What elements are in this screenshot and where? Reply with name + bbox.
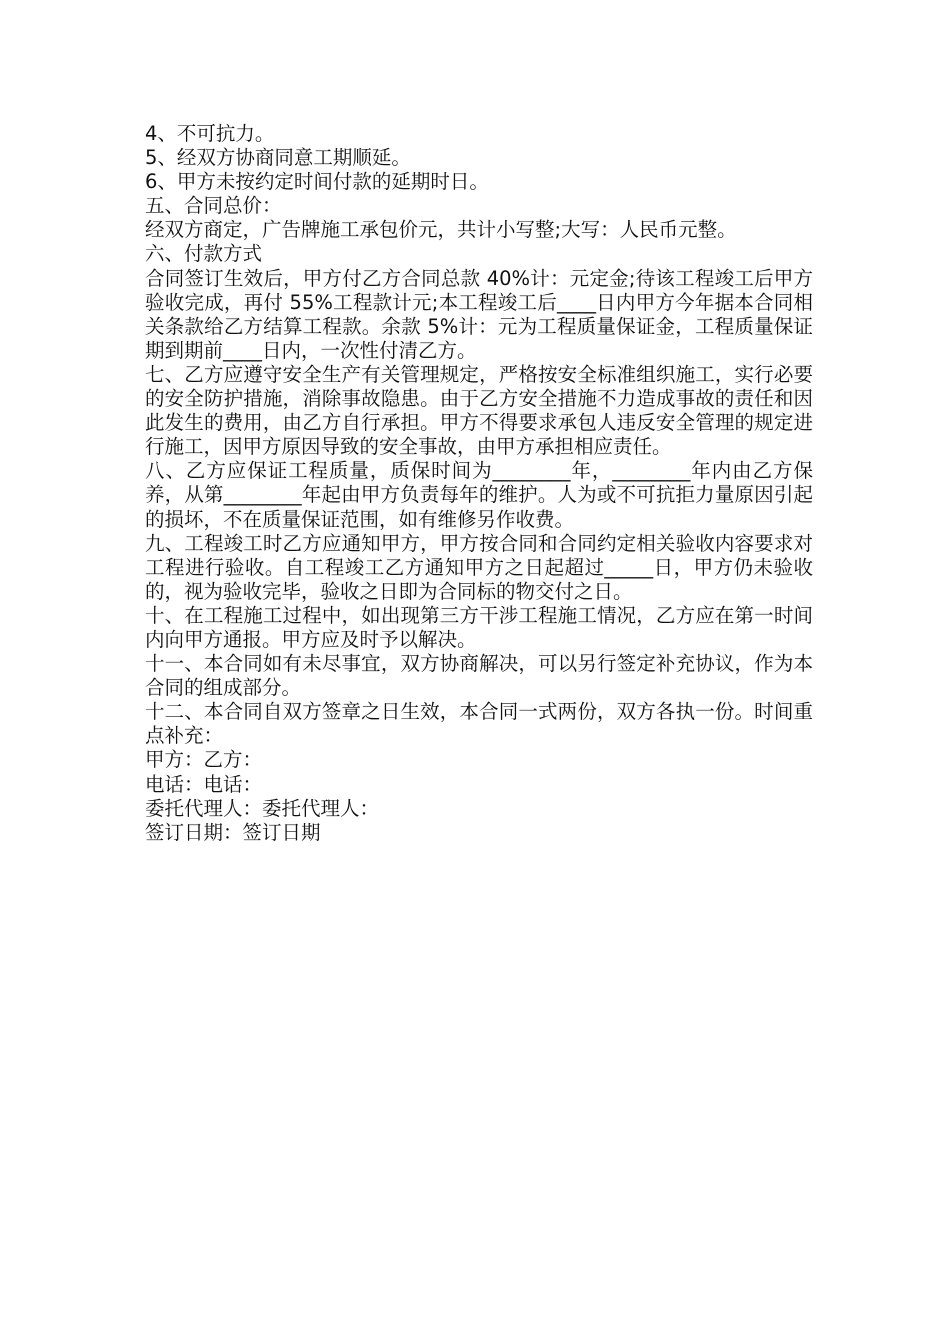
signature-agent: 委托代理人：委托代理人： bbox=[145, 796, 380, 820]
section-supplementary: 十一、本合同如有未尽事宜，双方协商解决，可以另行签定补充协议，作为本合同的组成部分。 bbox=[145, 652, 813, 700]
paragraph-payment-method: 合同签订生效后，甲方付乙方合同总款 40%计：元定金;待该工程竣工后甲方验收完成，再付 55%工程款计元;本工程竣工后____日内甲方今年据本合同相关条款给乙方结算工程款。余款 5%计：元为工程质量保证金，工程质量保证期到期前____日内，一次性付清乙方。 bbox=[145, 266, 813, 362]
clause-force-majeure: 4、不可抗力。 bbox=[145, 122, 275, 145]
paragraph-total-price: 经双方商定，广告牌施工承包价元，共计小写整;大写：人民币元整。 bbox=[145, 218, 737, 242]
section-third-party: 十、在工程施工过程中，如出现第三方干涉工程施工情况，乙方应在第一时间内向甲方通报。甲方应及时予以解决。 bbox=[145, 603, 813, 651]
signature-date: 签订日期：签订日期 bbox=[145, 820, 321, 844]
section-heading-total-price: 五、合同总价： bbox=[145, 194, 282, 218]
signature-phone: 电话：电话： bbox=[145, 772, 263, 796]
clause-late-payment-delay: 6、甲方未按约定时间付款的延期时日。 bbox=[145, 170, 489, 194]
section-quality-warranty: 八、乙方应保证工程质量，质保时间为________年，________年内由乙方保养，从第________年起由甲方负责每年的维护。人为或不可抗拒力量原因引起的损坏，不在质量保证范围，如有维修另作收费。 bbox=[145, 459, 813, 531]
section-effectiveness: 十二、本合同自双方签章之日生效，本合同一式两份，双方各执一份。时间重点补充： bbox=[145, 700, 813, 748]
section-heading-payment-method: 六、付款方式 bbox=[145, 242, 263, 266]
document-body bbox=[145, 122, 813, 845]
signature-parties: 甲方：乙方： bbox=[145, 748, 263, 772]
clause-agreed-extension: 5、经双方协商同意工期顺延。 bbox=[145, 146, 411, 170]
section-acceptance: 九、工程竣工时乙方应通知甲方，甲方按合同和合同约定相关验收内容要求对工程进行验收。自工程竣工乙方通知甲方之日起超过_____日，甲方仍未验收的，视为验收完毕，验收之日即为合同标的物交付之日。 bbox=[145, 531, 813, 603]
section-safety: 七、乙方应遵守安全生产有关管理规定，严格按安全标准组织施工，实行必要的安全防护措施，消除事故隐患。由于乙方安全措施不力造成事故的责任和因此发生的费用，由乙方自行承担。甲方不得要求承包人违反安全管理的规定进行施工，因甲方原因导致的安全事故，由甲方承担相应责任。 bbox=[145, 362, 813, 459]
